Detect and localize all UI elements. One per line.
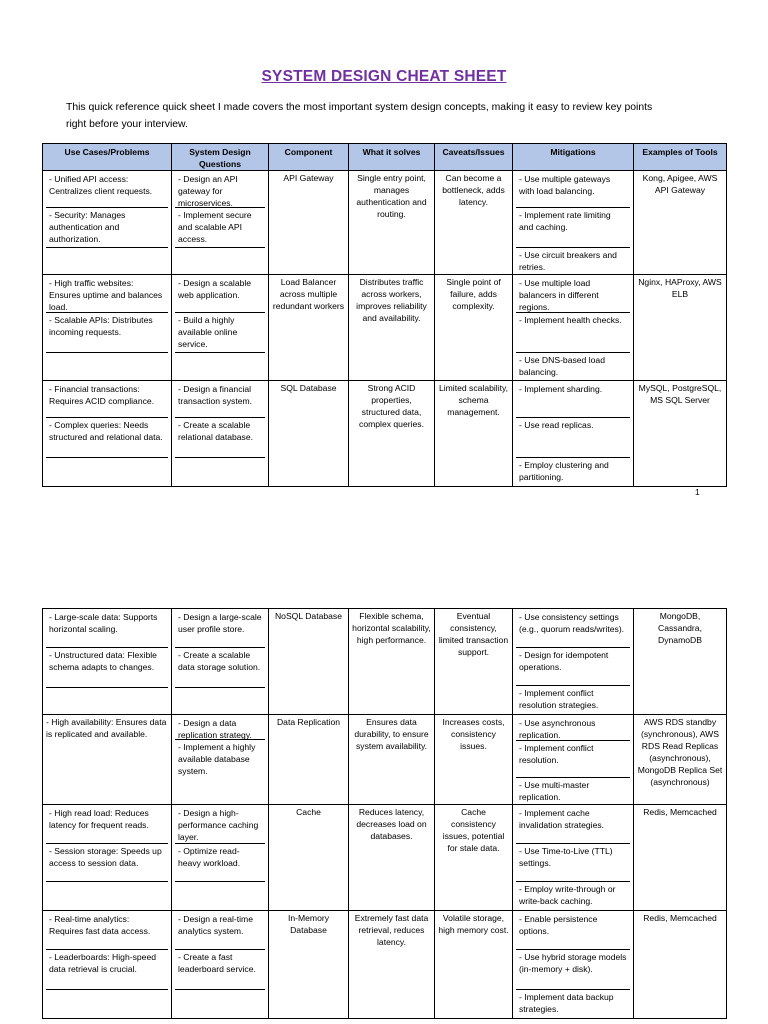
question-cell [175, 458, 265, 486]
question-cell [175, 990, 265, 1018]
use-case-cell: - Unified API access: Centralizes client requests. [46, 172, 168, 208]
intro-line: right before your interview. [66, 119, 188, 130]
tools-cell: MongoDB, Cassandra, DynamoDB [634, 609, 727, 715]
mitigation-cell: - Use hybrid storage models (in-memory + disk). [516, 950, 630, 990]
mitigation-cell: - Use asynchronous replication. [516, 716, 630, 741]
mitigation-cell: - Enable persistence options. [516, 912, 630, 950]
header-caveats: Caveats/Issues [435, 144, 513, 171]
use-case-cell [46, 990, 168, 1018]
mitigation-cell: - Implement conflict resolution. [516, 741, 630, 778]
question-cell: - Design a financial transaction system. [175, 382, 265, 418]
table-row [43, 381, 727, 487]
caveats-cell: Increases costs, consistency issues. [435, 715, 513, 805]
use-case-cell: - High availability: Ensures data is replicated and available. [43, 715, 172, 805]
component-cell: Data Replication [269, 715, 349, 805]
caveats-cell: Eventual consistency, limited transaction support. [435, 609, 513, 715]
mitigation-cell: - Use read replicas. [516, 418, 630, 458]
question-cell: - Design a scalable web application. [175, 276, 265, 313]
use-case-cell: - Financial transactions: Requires ACID compliance. [46, 382, 168, 418]
use-case-cell [46, 882, 168, 910]
question-cell [175, 353, 265, 380]
question-cell: - Implement a highly available database system. [178, 742, 256, 776]
cheat-sheet-table-page-2 [42, 608, 727, 1019]
caveats-cell: Single point of failure, adds complexity. [435, 275, 513, 381]
caveats-cell: Volatile storage, high memory cost. [435, 911, 513, 1019]
tools-cell: Kong, Apigee, AWS API Gateway [634, 171, 727, 275]
tools-cell: Nginx, HAProxy, AWS ELB [634, 275, 727, 381]
mitigation-cell: - Implement conflict resolution strategies. [519, 688, 599, 710]
table-row [43, 609, 727, 715]
mitigation-cell: - Implement sharding. [516, 382, 630, 418]
table-row [43, 715, 727, 805]
table-row [43, 275, 727, 381]
mitigation-cell: - Design for idempotent operations. [516, 648, 630, 686]
component-cell: NoSQL Database [269, 609, 349, 715]
use-case-cell: - Large-scale data: Supports horizontal scaling. [46, 610, 168, 648]
mitigation-cell: - Employ clustering and partitioning. [519, 460, 609, 482]
use-case-cell: - Complex queries: Needs structured and relational data. [46, 418, 168, 458]
question-cell: - Design an API gateway for microservices. [175, 172, 265, 208]
use-case-cell: - Security: Manages authentication and authorization. [46, 208, 168, 248]
table-header-row [43, 144, 727, 171]
mitigation-cell: - Implement data backup strategies. [519, 992, 614, 1014]
use-case-cell: - High read load: Reduces latency for frequent reads. [46, 806, 168, 844]
table-row [43, 911, 727, 1019]
use-case-cell: - High traffic websites: Ensures uptime and balances load. [46, 276, 168, 313]
mitigation-cell: - Implement cache invalidation strategies. [516, 806, 630, 844]
solves-cell: Extremely fast data retrieval, reduces latency. [349, 911, 435, 1019]
question-cell [175, 248, 265, 274]
header-component: Component [269, 144, 349, 171]
use-case-cell: - Session storage: Speeds up access to session data. [46, 844, 168, 882]
header-what-it-solves: What it solves [349, 144, 435, 171]
use-case-cell: - Real-time analytics: Requires fast data access. [46, 912, 168, 950]
caveats-cell: Limited scalability, schema management. [435, 381, 513, 487]
use-case-cell [46, 248, 168, 274]
question-cell: - Create a scalable relational database. [175, 418, 265, 458]
solves-cell: Reduces latency, decreases load on databases. [349, 805, 435, 911]
component-cell: Load Balancer across multiple redundant workers [269, 275, 349, 381]
question-cell: - Design a high-performance caching layer. [175, 806, 265, 844]
document-page-2 [0, 600, 768, 1024]
question-cell: - Optimize read-heavy workload. [175, 844, 265, 882]
mitigation-cell: - Use circuit breakers and retries. [519, 250, 617, 272]
mitigation-cell: - Employ write-through or write-back caching. [519, 884, 616, 906]
table-row [43, 805, 727, 911]
header-mitigations: Mitigations [513, 144, 634, 171]
header-tools: Examples of Tools [634, 144, 727, 171]
question-cell: - Build a highly available online service. [175, 313, 265, 353]
header-questions: System Design Questions [172, 144, 269, 171]
solves-cell: Ensures data durability, to ensure system availability. [349, 715, 435, 805]
question-cell: - Create a scalable data storage solution. [175, 648, 265, 688]
solves-cell: Strong ACID properties, structured data, complex queries. [349, 381, 435, 487]
use-case-cell: - Unstructured data: Flexible schema adapts to changes. [46, 648, 168, 688]
component-cell: API Gateway [269, 171, 349, 275]
tools-cell: MySQL, PostgreSQL, MS SQL Server [634, 381, 727, 487]
mitigation-cell: - Use multi-master replication. [519, 780, 590, 802]
mitigation-cell: - Use consistency settings (e.g., quorum reads/writes). [516, 610, 630, 648]
component-cell: SQL Database [269, 381, 349, 487]
use-case-cell: - Leaderboards: High-speed data retrieval is crucial. [46, 950, 168, 990]
question-cell: - Design a large-scale user profile store. [175, 610, 265, 648]
page-number: 1 [695, 487, 700, 497]
use-case-cell [46, 353, 168, 380]
solves-cell: Flexible schema, horizontal scalability, high performance. [349, 609, 435, 715]
page-title: SYSTEM DESIGN CHEAT SHEET [261, 68, 507, 85]
cheat-sheet-table-page-1 [42, 143, 727, 487]
caveats-cell: Cache consistency issues, potential for stale data. [435, 805, 513, 911]
table-row [43, 171, 727, 275]
caveats-cell: Can become a bottleneck, adds latency. [435, 171, 513, 275]
use-case-cell: - Scalable APIs: Distributes incoming requests. [46, 313, 168, 353]
question-cell [175, 688, 265, 714]
question-cell: - Design a data replication strategy. [175, 716, 265, 740]
solves-cell: Single entry point, manages authentication and routing. [349, 171, 435, 275]
tools-cell: Redis, Memcached [634, 805, 727, 911]
intro-paragraph [66, 99, 726, 133]
mitigation-cell: - Use Time-to-Live (TTL) settings. [516, 844, 630, 882]
mitigation-cell: - Use multiple gateways with load balancing. [516, 172, 630, 208]
header-use-cases: Use Cases/Problems [43, 144, 172, 171]
question-cell: - Create a fast leaderboard service. [175, 950, 265, 990]
question-cell [175, 882, 265, 910]
mitigation-cell: - Implement rate limiting and caching. [516, 208, 630, 248]
component-cell: In-Memory Database [269, 911, 349, 1019]
use-case-cell [46, 688, 168, 714]
tools-cell: AWS RDS standby (synchronous), AWS RDS Read Replicas (asynchronous), MongoDB Replica Set (asynchronous) [634, 715, 727, 805]
mitigation-cell: - Implement health checks. [516, 313, 630, 353]
mitigation-cell: - Use DNS-based load balancing. [519, 355, 605, 377]
tools-cell: Redis, Memcached [634, 911, 727, 1019]
question-cell: - Implement secure and scalable API access. [175, 208, 265, 248]
mitigation-cell: - Use multiple load balancers in different regions. [516, 276, 630, 313]
component-cell: Cache [269, 805, 349, 911]
question-cell: - Design a real-time analytics system. [175, 912, 265, 950]
solves-cell: Distributes traffic across workers, improves reliability and availability. [349, 275, 435, 381]
intro-line: This quick reference quick sheet I made covers the most important system design concepts, making it easy to review key points [66, 102, 653, 113]
use-case-cell [46, 458, 168, 486]
